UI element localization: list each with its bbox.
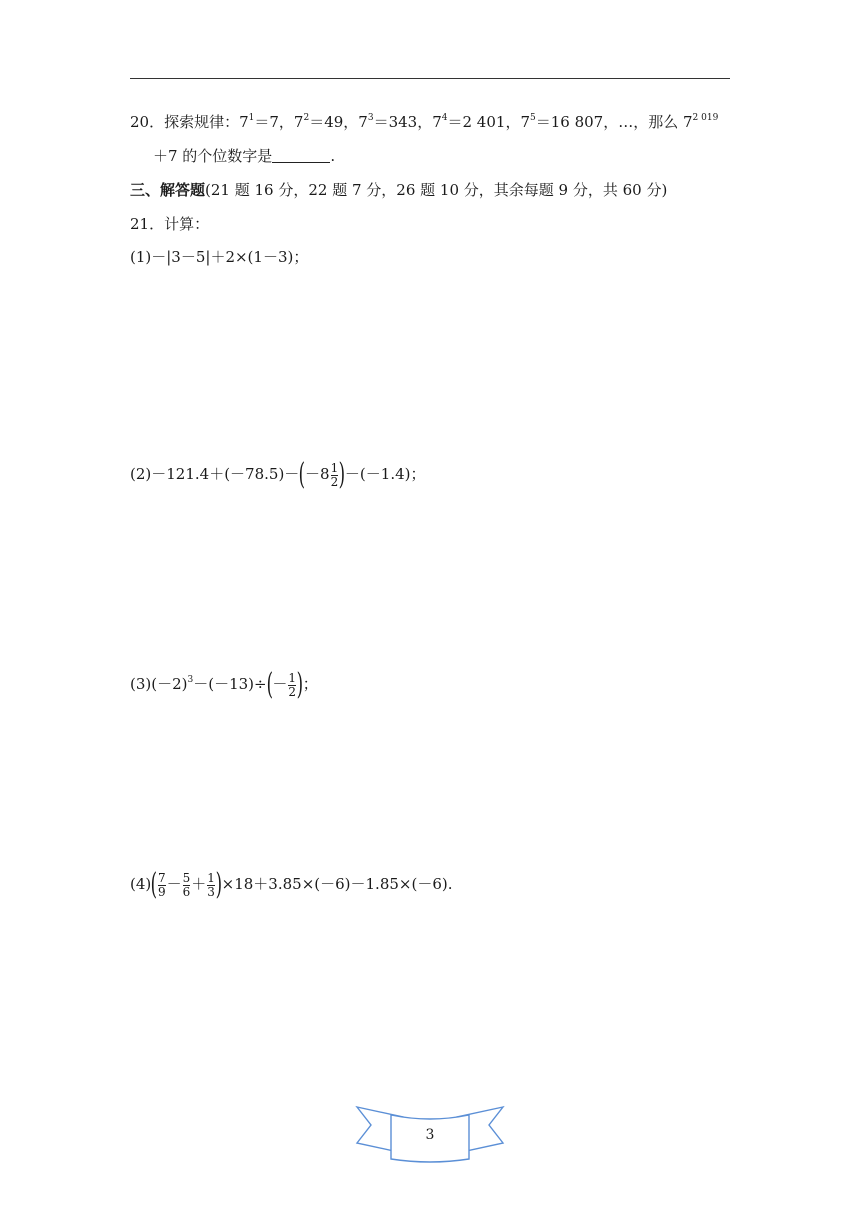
fraction [207,872,215,899]
q20-text: ＝49，7 [309,113,368,131]
answer-blank[interactable] [272,148,330,163]
header-rule [130,78,730,79]
q20-text: ＝7，7 [254,113,304,131]
p2-text: (2)－121.4＋(－78.5)－ [130,465,300,483]
problem-2 [130,454,425,494]
p4-text: ＋ [191,875,207,893]
section-3-heading [130,180,667,200]
question-21-title: 21．计算： [130,215,210,233]
page-number: 3 [425,1127,435,1143]
section-title: 三、解答题 [130,181,206,199]
fraction [183,872,191,899]
exponent: 4 [441,113,448,123]
p3-text: －(－13)÷ [193,675,267,693]
fraction [158,872,166,899]
q20-text: ＝16 807，…，那么 7 [535,113,693,131]
p3-text: ； [302,675,318,693]
right-paren: ) [296,667,304,702]
section-note: (21 题 16 分，22 题 7 分，26 题 10 分，其余每题 9 分，共 60 分) [205,181,668,199]
numerator: 1 [207,870,215,885]
exponent: 2 [303,113,310,123]
left-paren: ( [150,867,158,902]
denominator: 3 [207,884,215,899]
numerator: 1 [288,670,296,685]
denominator: 2 [330,474,339,489]
q20-text: ＝2 401，7 [447,113,530,131]
p4-text: － [166,875,182,893]
problem-3 [130,664,318,704]
exponent: 1 [248,113,255,123]
q20-text: ＝343，7 [373,113,442,131]
left-paren: ( [266,667,273,702]
denominator: 2 [288,684,296,699]
q20-text: 探索规律：7 [164,113,249,131]
p4-text: ×18＋3.85×(－6)－1.85×(－6). [221,875,453,893]
exponent: 2 019 [692,113,719,123]
p2-text: －8 [305,465,330,483]
denominator: 9 [157,884,166,899]
numerator: 7 [157,870,166,885]
exponent: 3 [187,675,194,685]
numerator: 1 [330,460,339,475]
denominator: 6 [182,884,191,899]
q20-text: ＋7 的个位数字是 [153,147,273,165]
fraction [331,462,339,489]
p3-text: (3)(－2) [130,675,188,693]
problem-1: (1)－|3－5|＋2×(1－3)； [130,248,309,266]
exponent: 5 [530,113,536,123]
question-20-line-2 [153,146,335,166]
p4-text: (4) [130,875,152,893]
right-paren: ) [215,867,223,902]
p3-text: － [272,675,288,693]
right-paren: ) [338,457,346,492]
question-20-line-1 [130,112,718,132]
left-paren: ( [298,457,306,492]
fraction [288,672,296,699]
p2-text: －(－1.4)； [344,465,426,483]
numerator: 5 [182,870,191,885]
q20-text: . [330,147,336,165]
exponent: 3 [367,113,374,123]
problem-4 [130,864,453,904]
question-20-number: 20． [130,113,165,131]
